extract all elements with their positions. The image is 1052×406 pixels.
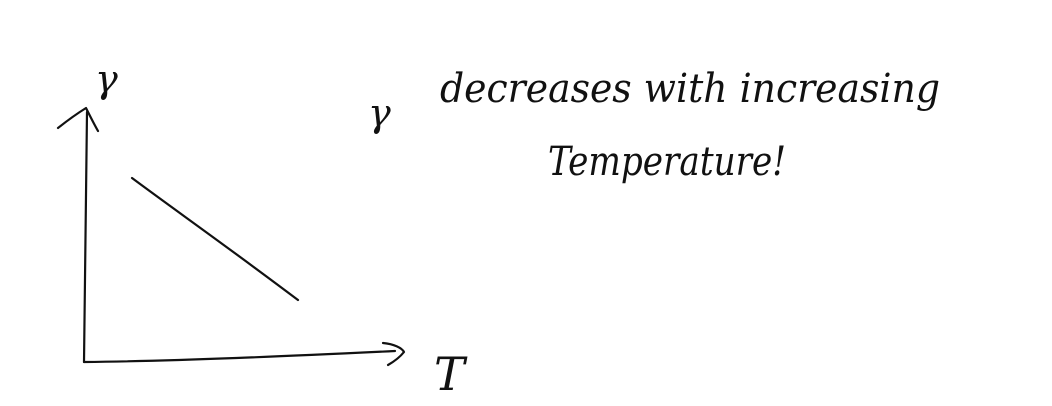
x-axis-label: T <box>434 347 465 401</box>
x-axis <box>84 351 395 362</box>
y-axis-arrowhead <box>58 108 98 131</box>
x-axis-arrowhead <box>383 343 404 365</box>
note-line-1: decreases with increasing <box>440 66 940 112</box>
y-axis <box>84 112 87 362</box>
note-line-2: Temperature! <box>548 139 786 185</box>
decreasing-trend-line <box>132 178 298 300</box>
y-axis-label: γ <box>95 57 118 101</box>
note-symbol: γ <box>368 91 391 135</box>
